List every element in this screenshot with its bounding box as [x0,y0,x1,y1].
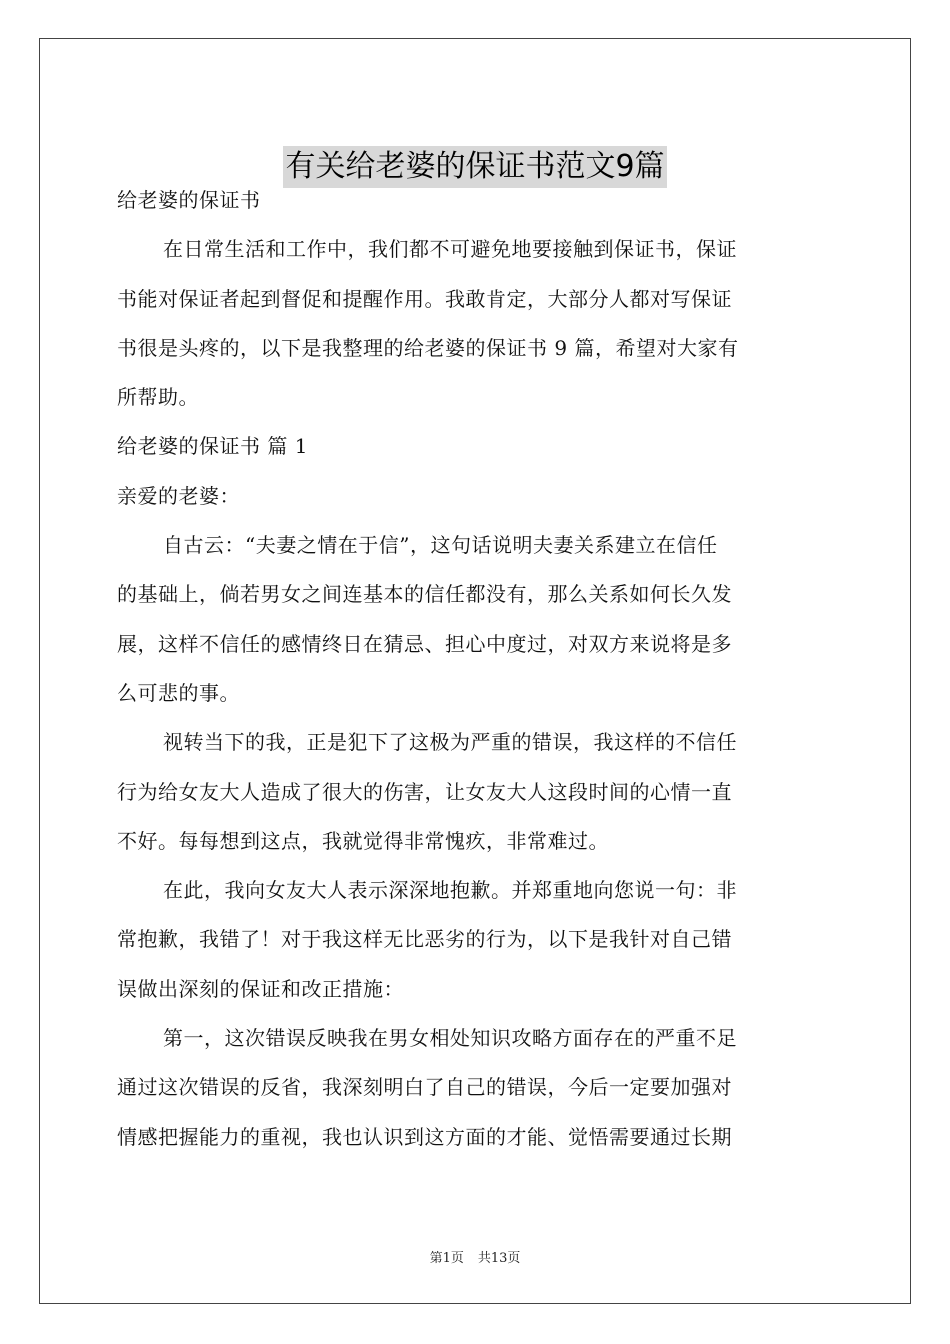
body-line: 通过这次错误的反省，我深刻明白了自己的错误，今后一定要加强对 [117,1075,732,1100]
body-line: 自古云：“夫妻之情在于信”，这句话说明夫妻关系建立在信任 [163,533,718,558]
body-line: 书很是头疼的，以下是我整理的给老婆的保证书 9 篇，希望对大家有 [117,335,739,360]
body-line: 视转当下的我，正是犯下了这极为严重的错误，我这样的不信任 [163,730,737,755]
page-footer [0,1247,950,1266]
body-line: 不好。每每想到这点，我就觉得非常愧疚，非常难过。 [117,828,609,853]
body-line: 展，这样不信任的感情终日在猜忌、担心中度过，对双方来说将是多 [117,631,732,656]
body-line: 给老婆的保证书 [117,188,261,212]
body-line: 书能对保证者起到督促和提醒作用。我敢肯定，大部分人都对写保证 [117,286,732,311]
body-line: 在此，我向女友大人表示深深地抱歉。并郑重地向您说一句：非 [163,878,737,903]
body-line: 常抱歉，我错了！对于我这样无比恶劣的行为，以下是我针对自己错 [117,927,732,952]
body-line: 的基础上，倘若男女之间连基本的信任都没有，那么关系如何长久发 [117,582,732,607]
document-body [117,176,837,1162]
body-line: 在日常生活和工作中，我们都不可避免地要接触到保证书，保证 [163,237,737,262]
page-number: 第1页 [429,1251,464,1266]
page-total: 共13页 [477,1251,521,1266]
body-line: 么可悲的事。 [117,680,240,705]
body-line: 第一，这次错误反映我在男女相处知识攻略方面存在的严重不足 [163,1026,737,1051]
body-line: 情感把握能力的重视，我也认识到这方面的才能、觉悟需要通过长期 [117,1124,732,1149]
body-line: 误做出深刻的保证和改正措施： [117,976,404,1001]
body-line: 行为给女友大人造成了很大的伤害，让女友大人这段时间的心情一直 [117,779,732,804]
body-line: 所帮助。 [117,385,199,410]
document-title: 有关给老婆的保证书范文9篇 [283,146,666,188]
section-heading: 给老婆的保证书 篇 1 [117,434,308,459]
salutation: 亲爱的老婆： [117,483,240,508]
